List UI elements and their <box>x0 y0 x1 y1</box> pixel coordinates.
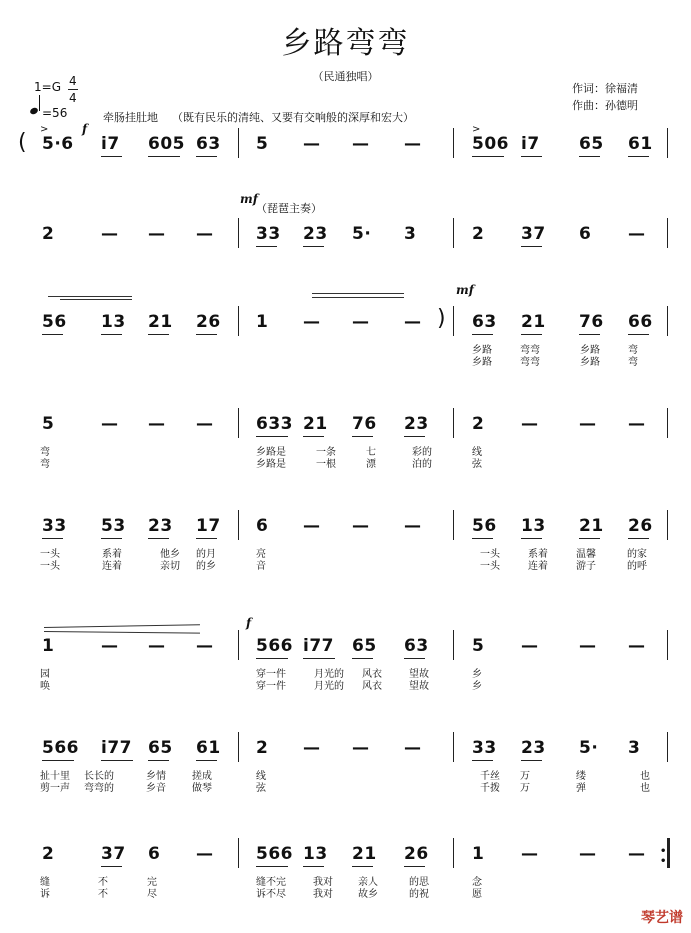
hairpin-2 <box>312 293 404 294</box>
note-8-7: 21 <box>352 844 377 864</box>
note-4-5: 633 <box>256 414 293 434</box>
lyric-verse1-4-3: 一条 <box>316 447 336 458</box>
note-5-2: 53 <box>101 516 126 536</box>
lyric-verse2-6-3: 月光的 <box>314 681 344 692</box>
beam-5-11 <box>579 538 600 539</box>
lyric-verse2-4-5: 泊的 <box>412 459 432 470</box>
lyric-verse1-8-4: 缝不完 <box>256 877 286 888</box>
note-1-3: 605 <box>148 134 185 154</box>
note-4-12: — <box>628 414 646 434</box>
lyric-verse2-4-6: 弦 <box>472 459 482 470</box>
pipa-note: （琵琶主奏） <box>256 202 322 215</box>
lyric-verse2-6-5: 望故 <box>409 681 429 692</box>
lyric-verse1-6-6: 乡 <box>472 669 482 680</box>
note-2-9: 2 <box>472 224 485 244</box>
note-4-9: 2 <box>472 414 485 434</box>
note-1-11: 65 <box>579 134 604 154</box>
beam-3-10 <box>521 334 542 335</box>
beam-4-6 <box>303 436 324 437</box>
barline-7-1 <box>238 732 239 762</box>
barline-6-1 <box>238 630 239 660</box>
beam-1-2 <box>101 156 122 157</box>
lyric-verse1-8-7: 的思 <box>409 877 429 888</box>
note-3-4: 26 <box>196 312 221 332</box>
beam-5-10 <box>521 538 542 539</box>
song-subtitle: （民通独唱） <box>312 70 379 83</box>
beam-8-6 <box>303 866 324 867</box>
beam-5-4 <box>196 538 217 539</box>
beam-7-10 <box>521 760 542 761</box>
lyric-verse2-8-6: 故乡 <box>358 889 378 900</box>
barline-4-2 <box>453 408 454 438</box>
song-title: 乡路弯弯 <box>281 26 410 61</box>
lyric-verse2-5-1: 一头 <box>40 561 60 572</box>
note-7-3: 65 <box>148 738 173 758</box>
beam-7-2 <box>101 760 133 761</box>
note-7-10: 23 <box>521 738 546 758</box>
note-8-3: 6 <box>148 844 161 864</box>
lyric-verse2-8-1: 诉 <box>40 889 50 900</box>
note-6-10: — <box>521 636 539 656</box>
note-8-2: 37 <box>101 844 126 864</box>
note-7-9: 33 <box>472 738 497 758</box>
note-2-1: 2 <box>42 224 55 244</box>
lyric-verse1-7-4: 搓成 <box>192 771 212 782</box>
lyric-verse2-7-5: 弦 <box>256 783 266 794</box>
note-8-6: 13 <box>303 844 328 864</box>
lyric-verse1-8-3: 完 <box>147 877 157 888</box>
barline-3-2 <box>453 306 454 336</box>
close-paren: ) <box>437 306 446 331</box>
lyric-verse1-5-7: 系着 <box>528 549 548 560</box>
lyric-verse1-8-8: 念 <box>472 877 482 888</box>
lyric-verse1-7-5: 线 <box>256 771 266 782</box>
note-7-6: — <box>303 738 321 758</box>
lyric-verse2-6-4: 风衣 <box>362 681 382 692</box>
lyric-verse1-7-1: 扯十里 <box>40 771 70 782</box>
beam-7-9 <box>472 760 493 761</box>
beam-3-2 <box>101 334 122 335</box>
beam-6-8 <box>404 658 425 659</box>
repeat-dot-top: • <box>660 846 667 857</box>
beam-4-8 <box>404 436 425 437</box>
lyric-verse1-5-8: 温馨 <box>576 549 596 560</box>
beam-5-1 <box>42 538 63 539</box>
barline-6-2 <box>453 630 454 660</box>
note-7-7: — <box>352 738 370 758</box>
lyric-verse1-5-6: 一头 <box>480 549 500 560</box>
note-4-10: — <box>521 414 539 434</box>
lyric-verse2-7-7: 万 <box>520 783 530 794</box>
lyric-verse1-8-2: 不 <box>98 877 108 888</box>
lyric-verse2-7-1: 剪一声 <box>40 783 70 794</box>
open-paren: ( <box>18 130 27 155</box>
note-2-6: 23 <box>303 224 328 244</box>
note-2-3: — <box>148 224 166 244</box>
accent-mark-2: > <box>472 124 481 135</box>
lyric-verse1-4-2: 乡路是 <box>256 447 286 458</box>
beam-4-5 <box>256 436 288 437</box>
note-6-9: 5 <box>472 636 485 656</box>
quarter-notehead-icon <box>29 107 39 116</box>
note-6-3: — <box>148 636 166 656</box>
note-8-8: 26 <box>404 844 429 864</box>
barline-8-2 <box>453 838 454 868</box>
time-signature-bottom: 4 <box>69 91 77 105</box>
lyric-verse1-6-4: 风衣 <box>362 669 382 680</box>
note-8-10: — <box>521 844 539 864</box>
beam-1-10 <box>521 156 542 157</box>
note-2-10: 37 <box>521 224 546 244</box>
lyric-verse1-8-1: 缝 <box>40 877 50 888</box>
note-7-1: 566 <box>42 738 79 758</box>
lyric-verse2-3-3: 乡路 <box>580 357 600 368</box>
note-3-2: 13 <box>101 312 126 332</box>
beam-1-3 <box>148 156 180 157</box>
lyric-verse2-6-1: 唤 <box>40 681 50 692</box>
beam-8-8 <box>404 866 425 867</box>
note-6-7: 65 <box>352 636 377 656</box>
note-6-1: 1 <box>42 636 55 656</box>
note-8-11: — <box>579 844 597 864</box>
beam-8-5 <box>256 866 288 867</box>
note-2-5: 33 <box>256 224 281 244</box>
note-8-4: — <box>196 844 214 864</box>
lyric-verse1-5-1: 一头 <box>40 549 60 560</box>
beam-1-11 <box>579 156 600 157</box>
beam-3-9 <box>472 334 493 335</box>
beam-3-11 <box>579 334 600 335</box>
lyric-verse1-6-1: 园 <box>40 669 50 680</box>
lyric-verse1-6-5: 望故 <box>409 669 429 680</box>
beam-3-4 <box>196 334 217 335</box>
beam-5-2 <box>101 538 122 539</box>
barline-5-1 <box>238 510 239 540</box>
barline-1-1 <box>238 128 239 158</box>
lyric-verse1-5-5: 亮 <box>256 549 266 560</box>
barline-2-3 <box>667 218 668 248</box>
beam-5-9 <box>472 538 493 539</box>
note-5-6: — <box>303 516 321 536</box>
barline-7-3 <box>667 732 668 762</box>
lyric-verse1-6-3: 月光的 <box>314 669 344 680</box>
note-7-12: 3 <box>628 738 641 758</box>
lyric-verse2-7-2: 弯弯的 <box>84 783 114 794</box>
note-5-7: — <box>352 516 370 536</box>
note-5-9: 56 <box>472 516 497 536</box>
beam-6-5 <box>256 658 288 659</box>
note-6-2: — <box>101 636 119 656</box>
lyric-verse1-5-2: 系着 <box>102 549 122 560</box>
note-1-7: — <box>352 134 370 154</box>
lyric-verse1-4-4: 七 <box>366 447 376 458</box>
note-2-12: — <box>628 224 646 244</box>
lyric-verse2-4-2: 乡路是 <box>256 459 286 470</box>
lyric-verse2-3-4: 弯 <box>628 357 638 368</box>
note-1-1: 5·6 <box>42 134 74 154</box>
barline-6-3 <box>667 630 668 660</box>
lyric-verse2-7-4: 做琴 <box>192 783 212 794</box>
barline-2-1 <box>238 218 239 248</box>
note-1-10: i7 <box>521 134 540 154</box>
lyric-verse1-7-6: 千丝 <box>480 771 500 782</box>
note-3-1: 56 <box>42 312 67 332</box>
beam-2-5 <box>256 246 277 247</box>
note-1-6: — <box>303 134 321 154</box>
note-6-8: 63 <box>404 636 429 656</box>
hairpin-3 <box>44 624 200 628</box>
lyric-verse2-4-3: 一根 <box>316 459 336 470</box>
barline-5-3 <box>667 510 668 540</box>
barline-2-2 <box>453 218 454 248</box>
note-4-4: — <box>196 414 214 434</box>
beam-3-3 <box>148 334 169 335</box>
note-5-8: — <box>404 516 422 536</box>
note-4-7: 76 <box>352 414 377 434</box>
barline-4-3 <box>667 408 668 438</box>
lyric-verse2-6-6: 乡 <box>472 681 482 692</box>
lyric-verse2-8-5: 我对 <box>313 889 333 900</box>
lyric-verse2-5-5: 音 <box>256 561 266 572</box>
barline-8-1 <box>238 838 239 868</box>
note-1-12: 61 <box>628 134 653 154</box>
lyric-verse2-5-6: 一头 <box>480 561 500 572</box>
barline-4-1 <box>238 408 239 438</box>
hairpin-1 <box>48 296 132 297</box>
lyric-verse2-7-8: 弹 <box>576 783 586 794</box>
note-7-5: 2 <box>256 738 269 758</box>
lyric-verse2-3-1: 乡路 <box>472 357 492 368</box>
lyric-verse1-5-3: 他乡 <box>160 549 180 560</box>
lyric-verse1-7-7: 万 <box>520 771 530 782</box>
beam-6-6 <box>303 658 335 659</box>
beam-1-12 <box>628 156 649 157</box>
lyric-verse2-6-2: 穿一件 <box>256 681 286 692</box>
lyric-verse2-7-9: 也 <box>640 783 650 794</box>
lyricist: 作词：徐福清 <box>572 82 638 95</box>
dynamic-f-2: f <box>246 616 252 630</box>
lyric-verse1-7-3: 乡情 <box>146 771 166 782</box>
lyric-verse1-3-1: 乡路 <box>472 345 492 356</box>
beam-3-12 <box>628 334 649 335</box>
lyric-verse1-6-2: 穿一件 <box>256 669 286 680</box>
lyric-verse2-5-2: 连着 <box>102 561 122 572</box>
dynamic-mf-2: mf <box>456 283 474 297</box>
beam-5-3 <box>148 538 169 539</box>
lyric-verse1-7-2: 长长的 <box>84 771 114 782</box>
expression-note: （既有民乐的清纯、又要有交响般的深厚和宏大） <box>172 111 414 124</box>
note-1-4: 63 <box>196 134 221 154</box>
lyric-verse1-3-2: 弯弯 <box>520 345 540 356</box>
note-7-2: i77 <box>101 738 132 758</box>
note-1-9: 506 <box>472 134 509 154</box>
note-2-4: — <box>196 224 214 244</box>
lyric-verse2-8-4: 诉不尽 <box>256 889 286 900</box>
note-3-5: 1 <box>256 312 269 332</box>
note-3-12: 66 <box>628 312 653 332</box>
lyric-verse1-3-4: 弯 <box>628 345 638 356</box>
note-6-11: — <box>579 636 597 656</box>
time-signature-top: 4 <box>69 74 77 88</box>
beam-7-1 <box>42 760 74 761</box>
beam-7-4 <box>196 760 217 761</box>
barline-1-2 <box>453 128 454 158</box>
note-8-9: 1 <box>472 844 485 864</box>
note-7-11: 5· <box>579 738 599 758</box>
barline-8-3 <box>667 838 670 868</box>
lyric-verse1-7-8: 缕 <box>576 771 586 782</box>
dynamic-mf-1: mf <box>240 192 258 206</box>
note-4-2: — <box>101 414 119 434</box>
note-8-12: — <box>628 844 646 864</box>
note-5-12: 26 <box>628 516 653 536</box>
beam-2-6 <box>303 246 324 247</box>
site-logo: 琴艺谱 <box>641 910 683 926</box>
key-signature: 1=G <box>34 80 61 94</box>
time-signature-line <box>68 89 78 90</box>
note-7-4: 61 <box>196 738 221 758</box>
repeat-dot-bottom: • <box>660 856 667 867</box>
note-4-8: 23 <box>404 414 429 434</box>
lyric-verse1-8-6: 亲人 <box>358 877 378 888</box>
note-3-11: 76 <box>579 312 604 332</box>
lyric-verse2-5-8: 游子 <box>576 561 596 572</box>
note-8-1: 2 <box>42 844 55 864</box>
note-5-5: 6 <box>256 516 269 536</box>
note-6-4: — <box>196 636 214 656</box>
note-6-6: i77 <box>303 636 334 656</box>
barline-3-3 <box>667 306 668 336</box>
note-6-5: 566 <box>256 636 293 656</box>
hairpin-2b <box>312 297 404 298</box>
note-1-5: 5 <box>256 134 269 154</box>
beam-4-7 <box>352 436 373 437</box>
composer: 作曲：孙德明 <box>572 99 638 112</box>
lyric-verse1-5-9: 的家 <box>627 549 647 560</box>
beam-7-3 <box>148 760 169 761</box>
lyric-verse2-7-6: 千拨 <box>480 783 500 794</box>
lyric-verse2-7-3: 乡音 <box>146 783 166 794</box>
lyric-verse1-8-5: 我对 <box>313 877 333 888</box>
lyric-verse2-8-2: 不 <box>98 889 108 900</box>
note-2-11: 6 <box>579 224 592 244</box>
beam-8-2 <box>101 866 122 867</box>
lyric-verse1-3-3: 乡路 <box>580 345 600 356</box>
lyric-verse1-4-5: 彩的 <box>412 447 432 458</box>
note-3-7: — <box>352 312 370 332</box>
lyric-verse2-5-3: 亲切 <box>160 561 180 572</box>
note-4-1: 5 <box>42 414 55 434</box>
beam-3-1 <box>42 334 63 335</box>
note-6-12: — <box>628 636 646 656</box>
barline-5-2 <box>453 510 454 540</box>
lyric-verse2-5-9: 的呼 <box>627 561 647 572</box>
note-4-3: — <box>148 414 166 434</box>
beam-1-4 <box>196 156 217 157</box>
expression-marking: 牵肠挂肚地 <box>103 111 158 124</box>
barline-3-1 <box>238 306 239 336</box>
lyric-verse1-7-9: 也 <box>640 771 650 782</box>
lyric-verse2-5-7: 连着 <box>528 561 548 572</box>
note-3-8: — <box>404 312 422 332</box>
note-5-1: 33 <box>42 516 67 536</box>
beam-2-10 <box>521 246 542 247</box>
accent-mark-1: > <box>40 124 49 135</box>
lyric-verse2-8-7: 的祝 <box>409 889 429 900</box>
note-5-3: 23 <box>148 516 173 536</box>
note-4-11: — <box>579 414 597 434</box>
lyric-verse2-8-3: 尽 <box>147 889 157 900</box>
lyric-verse1-5-4: 的月 <box>196 549 216 560</box>
lyric-verse1-4-6: 线 <box>472 447 482 458</box>
lyric-verse2-8-8: 愿 <box>472 889 482 900</box>
note-2-8: 3 <box>404 224 417 244</box>
tempo-marking: =56 <box>42 106 68 120</box>
note-7-8: — <box>404 738 422 758</box>
beam-1-9 <box>472 156 504 157</box>
note-5-11: 21 <box>579 516 604 536</box>
barline-7-2 <box>453 732 454 762</box>
note-4-6: 21 <box>303 414 328 434</box>
note-8-5: 566 <box>256 844 293 864</box>
hairpin-1b <box>60 299 132 300</box>
beam-5-12 <box>628 538 649 539</box>
barline-1-3 <box>667 128 668 158</box>
note-3-10: 21 <box>521 312 546 332</box>
note-5-10: 13 <box>521 516 546 536</box>
note-2-2: — <box>101 224 119 244</box>
note-1-8: — <box>404 134 422 154</box>
dynamic-f-1: f <box>82 122 88 136</box>
note-2-7: 5· <box>352 224 372 244</box>
lyric-verse1-4-1: 弯 <box>40 447 50 458</box>
lyric-verse2-5-4: 的乡 <box>196 561 216 572</box>
lyric-verse2-4-1: 弯 <box>40 459 50 470</box>
lyric-verse2-3-2: 弯弯 <box>520 357 540 368</box>
note-1-2: i7 <box>101 134 120 154</box>
lyric-verse2-4-4: 漂 <box>366 459 376 470</box>
note-5-4: 17 <box>196 516 221 536</box>
hairpin-3b <box>44 631 200 634</box>
note-3-9: 63 <box>472 312 497 332</box>
beam-8-7 <box>352 866 373 867</box>
beam-6-7 <box>352 658 373 659</box>
note-3-6: — <box>303 312 321 332</box>
note-3-3: 21 <box>148 312 173 332</box>
